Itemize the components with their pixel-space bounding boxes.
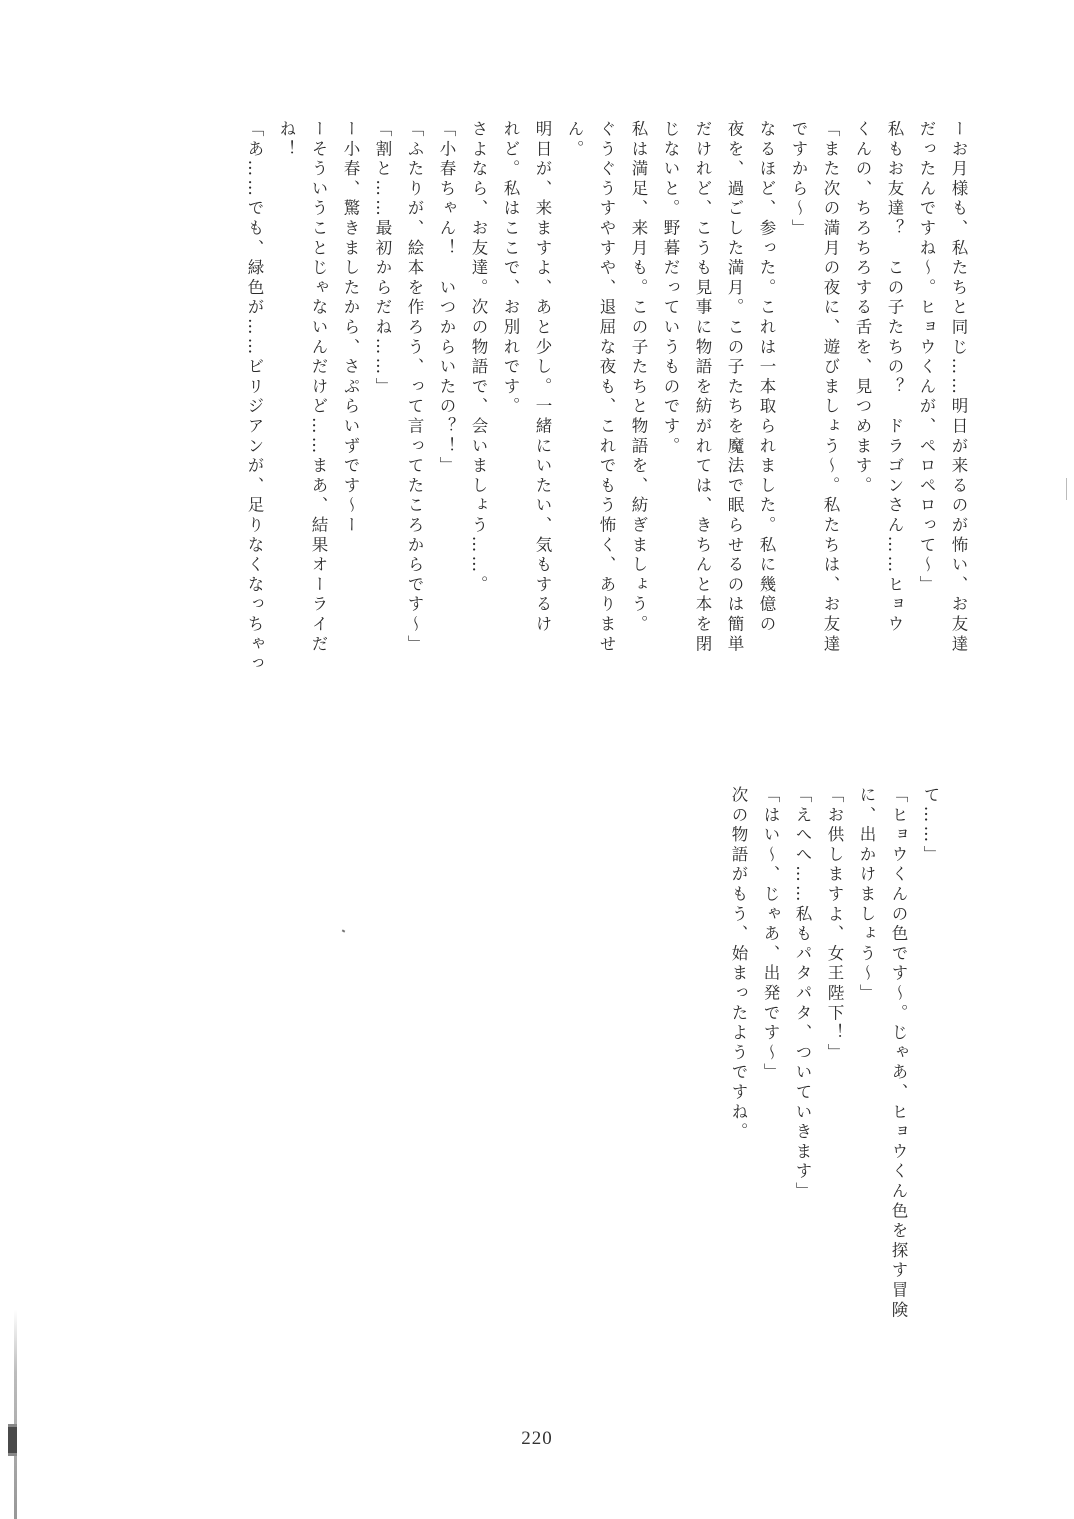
text-column: 「ヒョウくんの色です〜。じゃあ、ヒョウくん色を探す冒険 xyxy=(889,786,908,1321)
text-column: じないと。野暮だっていうものです。 xyxy=(661,120,680,457)
text-column: て……」 xyxy=(921,786,940,866)
text-column: れど。私はここで、お別れです。 xyxy=(501,120,520,417)
text-column: 「はい〜、じゃあ、出発です〜」 xyxy=(761,786,780,1083)
text-column: 「ふたりが、絵本を作ろう、って言ってたころからです〜」 xyxy=(405,120,424,655)
text-column: ね！ xyxy=(277,120,296,160)
binding-mark xyxy=(8,1424,17,1456)
text-column: ーそういうことじゃないんだけど……まあ、結果オーライだ xyxy=(309,120,328,655)
page-number: 220 xyxy=(521,1428,553,1449)
binding-edge-shadow xyxy=(14,1310,17,1519)
text-column: くんの、ちろちろする舌を、見つめます。 xyxy=(853,120,872,497)
text-column: 私は満足、来月も。この子たちと物語を、紡ぎましょう。 xyxy=(629,120,648,635)
text-column: なるほど、参った。これは一本取られました。私に幾億の xyxy=(757,120,776,635)
text-column: 明日が、来ますよ、あと少し。一緒にいたい、気もするけ xyxy=(533,120,552,635)
scan-edge-mark xyxy=(1066,478,1067,500)
text-column: 「また次の満月の夜に、遊びましょう〜。私たちは、お友達 xyxy=(821,120,840,655)
text-column: 「お供しますよ、女王陛下！」 xyxy=(825,786,844,1064)
text-column: 私もお友達？ この子たちの？ ドラゴンさん……ヒョウ xyxy=(885,120,904,635)
upper-text-block xyxy=(238,120,974,730)
text-column: 「えへへ……私もパタパタ、ついていきます」 xyxy=(793,786,812,1202)
text-column: ん。 xyxy=(565,120,584,160)
text-column: だけれど、こうも見事に物語を紡がれては、きちんと本を閉 xyxy=(693,120,712,655)
text-column: に、出かけましょう〜」 xyxy=(857,786,876,1004)
text-column: ー小春、驚きましたから、さぷらいずです〜ー xyxy=(341,120,360,536)
text-column: ですから〜」 xyxy=(789,120,808,239)
text-column: 「あ……でも、緑色が……ビリジアンが、足りなくなっちゃっ xyxy=(245,120,264,675)
text-column: ぐうぐうすやすや、退屈な夜も、これでもう怖く、ありませ xyxy=(597,120,616,655)
text-column: 「割と……最初からだね……」 xyxy=(373,120,392,398)
text-column: さよなら、お友達。次の物語で、会いましょう……。 xyxy=(469,120,488,596)
scan-speck xyxy=(342,929,346,932)
text-column: ーお月様も、私たちと同じ……明日が来るのが怖い、お友達 xyxy=(949,120,968,655)
text-column: 次の物語がもう、始まったようですね。 xyxy=(729,786,748,1143)
text-column: 「小春ちゃん！ いつからいたの？！」 xyxy=(437,120,456,477)
lower-text-block xyxy=(722,786,946,1386)
text-column: 夜を、過ごした満月。この子たちを魔法で眠らせるのは簡単 xyxy=(725,120,744,655)
text-column: だったんですね〜。ヒョウくんが、ペロペロって〜」 xyxy=(917,120,936,596)
